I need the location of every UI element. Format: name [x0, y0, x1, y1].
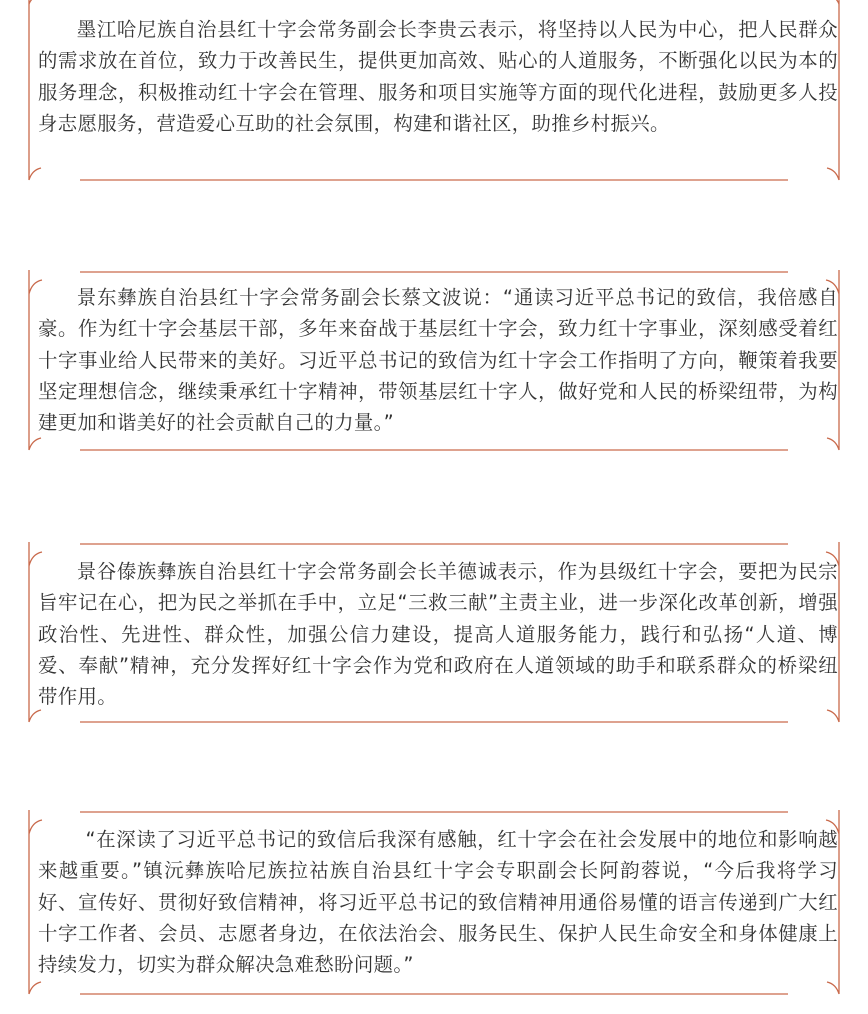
quote-card: [28, 268, 840, 453]
corner-ornament-bottom-right: [827, 157, 839, 180]
quote-text: 景谷傣族彝族自治县红十字会常务副会长羊德诚表示，作为县级红十字会，要把为民宗旨牢记在心，把为民之举抓在手中，立足“三救三献”主责主业，进一步深化改革创新，增强政治性、先进性、群众性，加强公信力建设，提高人道服务能力，践行和弘扬“人道、博爱、奉献”精神，充分发挥好红十字会作为党和政府在人道领域的助手和联系群众的桥梁纽带作用。: [38, 560, 838, 709]
quote-text: “在深读了习近平总书记的致信后我深有感触，红十字会在社会发展中的地位和影响越来越重要。”镇沅彝族哈尼族拉祜族自治县红十字会专职副会长阿韵蓉说，“今后我将学习好、宣传好、贯彻好致信精神，将习近平总书记的致信精神用通俗易懂的语言传递到广大红十字工作者、会员、志愿者身边，在依法治会、服务民生、保护人民生命安全和身体健康上持续发力，切实为群众解决急难愁盼问题。”: [38, 828, 838, 977]
quote-text: 墨江哈尼族自治县红十字会常务副会长李贵云表示，将坚持以人民为中心，把人民群众的需求放在首位，致力于改善民生，提供更加高效、贴心的人道服务，不断强化以民为本的服务理念，积极推动红十字会在管理、服务和项目实施等方面的现代化进程，鼓励更多人投身志愿服务，营造爱心互助的社会氛围，构建和谐社区，助推乡村振兴。: [38, 18, 838, 135]
corner-ornament-bottom-left: [29, 157, 41, 180]
quote-text: 景东彝族自治县红十字会常务副会长蔡文波说：“通读习近平总书记的致信，我倍感自豪。作为红十字会基层干部，多年来奋战于基层红十字会，致力红十字事业，深刻感受着红十字事业给人民带来的美好。习近平总书记的致信为红十字会工作指明了方向，鞭策着我要坚定理想信念，继续秉承红十字精神，带领基层红十字人，做好党和人民的桥梁纽带，为构建更加和谐美好的社会贡献自己的力量。”: [38, 286, 838, 435]
quote-card: [28, 0, 840, 184]
quote-card: [28, 540, 840, 725]
quote-card: [28, 808, 840, 998]
corner-ornament-top-right: [826, 0, 839, 4]
corner-ornament-top-left: [29, 0, 42, 4]
